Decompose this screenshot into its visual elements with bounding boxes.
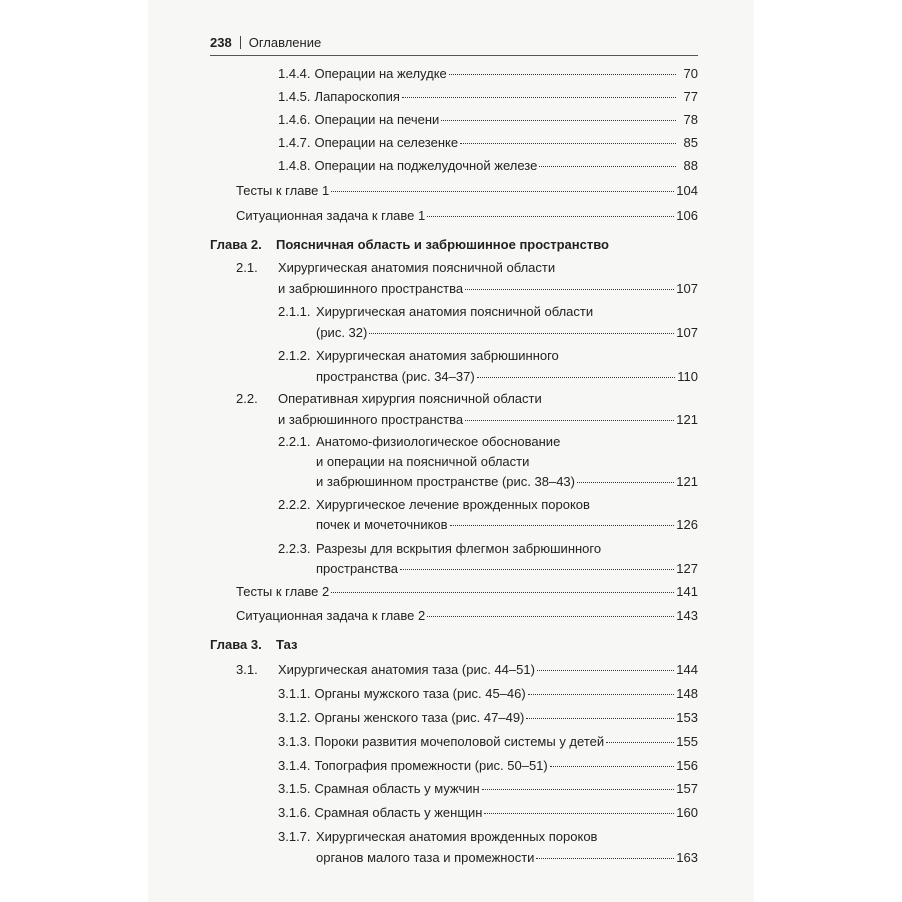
toc-entry[interactable]: 1.4.6. Операции на печени 78 [278, 112, 698, 127]
toc-entry[interactable]: органов малого таза и промежности 163 [316, 850, 698, 865]
toc-entry-line: Хирургическая анатомия врожденных пороков [316, 829, 598, 844]
toc-entry[interactable]: 3.1.6. Срамная область у женщин 160 [278, 805, 698, 820]
toc-entry-num: 2.1. [236, 260, 258, 275]
toc-entry[interactable]: 3.1.2. Органы женского таза (рис. 47–49) 153 [278, 710, 698, 725]
toc-entry[interactable]: и забрюшинного пространства 121 [278, 412, 698, 427]
toc-entry[interactable]: 1.4.5. Лапароскопия 77 [278, 89, 698, 104]
toc-entry-num: 3.1.7. [278, 829, 311, 844]
toc-entry[interactable]: Хирургическая анатомия таза (рис. 44–51) 144 [278, 662, 698, 677]
toc-entry[interactable]: 3.1.4. Топография промежности (рис. 50–51) 156 [278, 758, 698, 773]
toc-entry-num: 2.1.1. [278, 304, 311, 319]
toc-entry[interactable]: 1.4.4. Операции на желудке 70 [278, 66, 698, 81]
toc-entry-line: Оперативная хирургия поясничной области [278, 391, 542, 406]
toc-entry-num: 2.1.2. [278, 348, 311, 363]
toc-entry[interactable]: и забрюшинном пространстве (рис. 38–43) 121 [316, 474, 698, 489]
header-separator [240, 36, 241, 49]
toc-entry-line: Хирургическая анатомия забрюшинного [316, 348, 559, 363]
toc-entry-line: Анатомо-физиологическое обоснование [316, 434, 561, 449]
toc-entry-num: 3.1. [236, 662, 258, 677]
toc-entry-line: и операции на поясничной области [316, 454, 530, 469]
toc-entry[interactable]: Ситуационная задача к главе 1 106 [236, 208, 698, 223]
toc-entry[interactable]: пространства (рис. 34–37) 110 [316, 369, 698, 384]
toc-entry-num: 2.2.1. [278, 434, 311, 449]
toc-entry[interactable]: 1.4.7. Операции на селезенке 85 [278, 135, 698, 150]
page-number: 238 [210, 35, 232, 50]
toc-entry[interactable]: Тесты к главе 2 141 [236, 584, 698, 599]
toc-entry[interactable]: почек и мочеточников 126 [316, 517, 698, 532]
toc-entry-line: Хирургическое лечение врожденных пороков [316, 497, 590, 512]
toc-entry-line: Хирургическая анатомия поясничной области [278, 260, 556, 275]
toc-entry-num: 2.2.3. [278, 541, 311, 556]
toc-entry[interactable]: 3.1.3. Пороки развития мочеполовой системы у детей 155 [278, 734, 698, 749]
toc-entry[interactable]: 3.1.5. Срамная область у мужчин 157 [278, 781, 698, 796]
toc-entry-num: 2.2. [236, 391, 258, 406]
toc-entry[interactable]: и забрюшинного пространства 107 [278, 281, 698, 296]
toc-entry[interactable]: (рис. 32) 107 [316, 325, 698, 340]
toc-entry[interactable]: 1.4.8. Операции на поджелудочной железе 88 [278, 158, 698, 173]
running-header [210, 35, 321, 50]
chapter-heading[interactable]: Глава 2. Поясничная область и забрюшинное пространство [210, 237, 609, 252]
toc-entry-line: Разрезы для вскрытия флегмон забрюшинного [316, 541, 602, 556]
header-section: Оглавление [248, 35, 322, 50]
toc-entry-num: 2.2.2. [278, 497, 311, 512]
toc-entry-line: Хирургическая анатомия поясничной области [316, 304, 594, 319]
header-rule [210, 55, 698, 56]
toc-entry[interactable]: Ситуационная задача к главе 2 143 [236, 608, 698, 623]
toc-entry[interactable]: пространства 127 [316, 561, 698, 576]
toc-entry[interactable]: Тесты к главе 1 104 [236, 183, 698, 198]
chapter-heading[interactable]: Глава 3. Таз [210, 637, 298, 652]
toc-entry[interactable]: 3.1.1. Органы мужского таза (рис. 45–46) 148 [278, 686, 698, 701]
